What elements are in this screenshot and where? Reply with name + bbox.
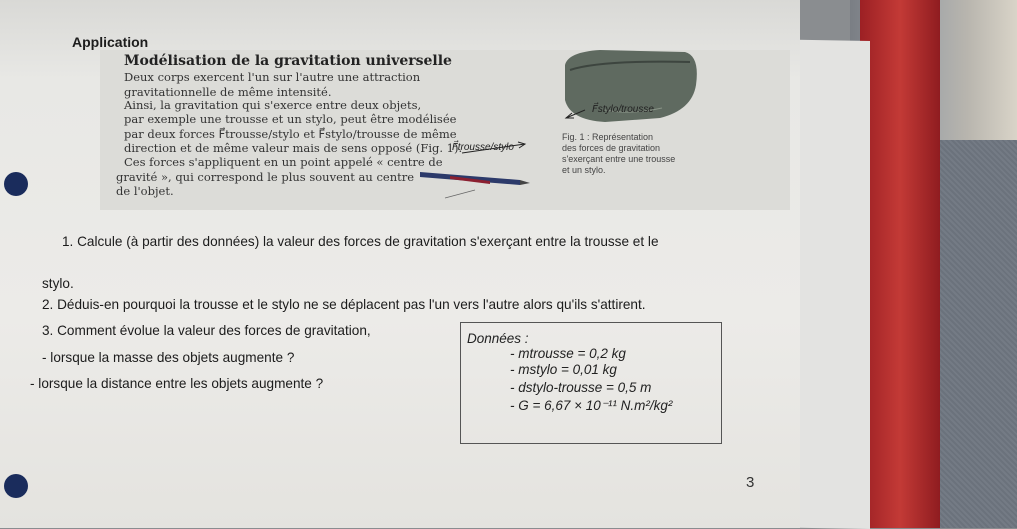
model-line: direction et de même valeur mais de sens opposé (Fig. 1). <box>124 141 463 155</box>
pen-tip <box>520 180 530 185</box>
data-box-title: Données : <box>467 331 529 346</box>
fig-caption: Fig. 1 : Représentation <box>562 132 654 142</box>
data-item: - G = 6,67 × 10⁻¹¹ N.m²/kg² <box>510 398 673 413</box>
fig-caption: des forces de gravitation <box>562 143 661 153</box>
pen-center-marker <box>445 190 475 198</box>
model-title: Modélisation de la gravitation universelle <box>124 53 452 69</box>
data-item: - mstylo = 0,01 kg <box>510 362 617 377</box>
question-3: 3. Comment évolue la valeur des forces de gravitation, <box>42 323 371 338</box>
fig-caption: et un stylo. <box>562 165 606 175</box>
question-2: 2. Déduis-en pourquoi la trousse et le stylo ne se déplacent pas l'un vers l'autre alors qu'ils s'attirent. <box>42 297 646 312</box>
model-line: gravitationnelle de même intensité. <box>124 85 332 99</box>
data-item: - dstylo-trousse = 0,5 m <box>510 380 652 395</box>
data-item: - mtrousse = 0,2 kg <box>510 346 626 361</box>
question-1: 1. Calcule (à partir des données) la valeur des forces de gravitation s'exerçant entre la trousse et le <box>62 234 659 249</box>
binder-hole <box>4 172 28 196</box>
pencil-case-figure <box>400 40 720 200</box>
page-number: 3 <box>746 474 755 491</box>
question-3a: - lorsque la masse des objets augmente ? <box>42 350 295 365</box>
question-3b: - lorsque la distance entre les objets augmente ? <box>30 376 324 391</box>
force-label-top: F⃗stylo/trousse <box>592 104 654 115</box>
force-label-bottom: F⃗trousse/stylo <box>452 142 514 153</box>
model-line: Ainsi, la gravitation qui s'exerce entre deux objets, <box>124 98 422 112</box>
section-title: Application <box>72 34 149 50</box>
model-line: gravité », qui correspond le plus souvent au centre <box>116 170 415 184</box>
model-line: Ces forces s'appliquent en un point appelé « centre de <box>124 155 443 169</box>
binder-hole <box>4 474 28 498</box>
model-line: Deux corps exercent l'un sur l'autre une attraction <box>124 70 421 84</box>
model-line: par exemple une trousse et un stylo, peut être modélisée <box>124 112 457 126</box>
fig-caption: s'exerçant entre une trousse <box>562 154 676 164</box>
red-binder <box>860 0 940 528</box>
model-line: par deux forces F⃗trousse/stylo et F⃗stylo/trousse de même <box>124 127 457 141</box>
model-line: de l'objet. <box>116 184 174 198</box>
question-1-cont: stylo. <box>42 276 74 291</box>
